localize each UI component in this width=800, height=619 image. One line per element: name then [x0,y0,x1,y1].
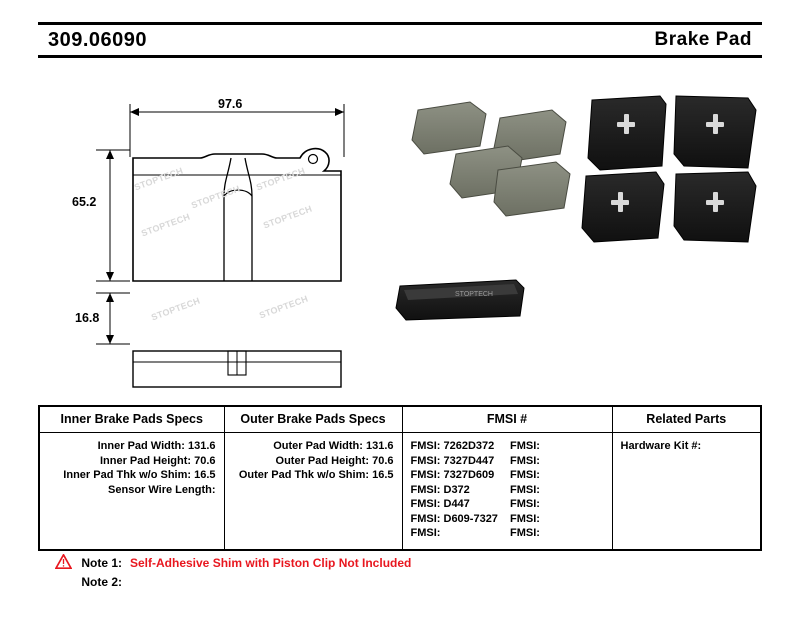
column-header-outer-specs: Outer Brake Pads Specs [224,406,402,433]
related-parts-cell [612,433,761,550]
fmsi-entry-empty: FMSI: [510,469,540,481]
note-1-row [38,553,762,572]
watermark-text: STOPTECH [254,165,307,193]
fmsi-entry-empty: FMSI: [510,483,540,496]
product-type: Brake Pad [654,29,752,50]
watermark-text: STOPTECH [257,293,310,321]
fmsi-entry-empty: FMSI: [510,440,540,452]
fmsi-entry-empty: FMSI: [510,527,540,539]
watermark-text: STOPTECH [139,211,192,239]
fmsi-cell [402,433,612,550]
watermark-text: STOPTECH [189,183,242,211]
hardware-kit-number: Hardware Kit #: [620,440,702,452]
watermark-text: STOPTECH [261,203,314,231]
column-header-inner-specs: Inner Brake Pads Specs [39,406,224,433]
outer-pad-thickness: Outer Pad Thk w/o Shim: 16.5 [238,469,394,481]
fmsi-entry: FMSI: D372 [410,483,470,496]
technical-drawing [0,62,800,392]
fmsi-entry-empty: FMSI: [510,498,540,510]
outer-pad-height: Outer Pad Height: 70.6 [275,454,394,467]
table-row [39,433,761,550]
fmsi-entry: FMSI: D447 [410,498,470,510]
note-2-row [38,572,762,591]
fmsi-entry-empty: FMSI: [510,512,540,525]
thickness-dimension-label: 16.8 [75,311,100,325]
diagram-area [0,62,800,392]
fmsi-entry: FMSI: D609-7327 [410,512,498,525]
width-dimension-label: 97.6 [218,97,243,111]
note-1-label: Note 1: [81,555,122,570]
watermark-text: STOPTECH [132,165,185,193]
fmsi-entry: FMSI: 7327D447 [410,454,495,467]
inner-pad-height: Inner Pad Height: 70.6 [99,454,216,467]
inner-pad-thickness: Inner Pad Thk w/o Shim: 16.5 [63,469,216,481]
note-1-text: Self-Adhesive Shim with Piston Clip Not Included [130,555,412,570]
fmsi-entry: FMSI: 7327D609 [410,469,495,481]
outer-pad-width: Outer Pad Width: 131.6 [273,440,394,452]
inner-specs-cell [39,433,224,550]
column-header-fmsi: FMSI # [402,406,612,433]
table-header-row [39,406,761,433]
height-dimension-label: 65.2 [72,195,97,209]
fmsi-entry: FMSI: [410,527,441,539]
sensor-wire-length: Sensor Wire Length: [108,483,216,496]
document-header [38,22,762,58]
fmsi-entry-empty: FMSI: [510,454,540,467]
warning-icon [55,554,72,569]
fmsi-entry: FMSI: 7262D372 [410,440,495,452]
inner-pad-width: Inner Pad Width: 131.6 [97,440,216,452]
svg-text:STOPTECH: STOPTECH [455,291,493,298]
watermark-text: STOPTECH [149,295,202,323]
column-header-related-parts: Related Parts [612,406,761,433]
outer-specs-cell [224,433,402,550]
notes-section [38,553,762,591]
part-number: 309.06090 [48,28,148,51]
note-2-label: Note 2: [81,574,122,589]
specifications-table [38,405,762,551]
